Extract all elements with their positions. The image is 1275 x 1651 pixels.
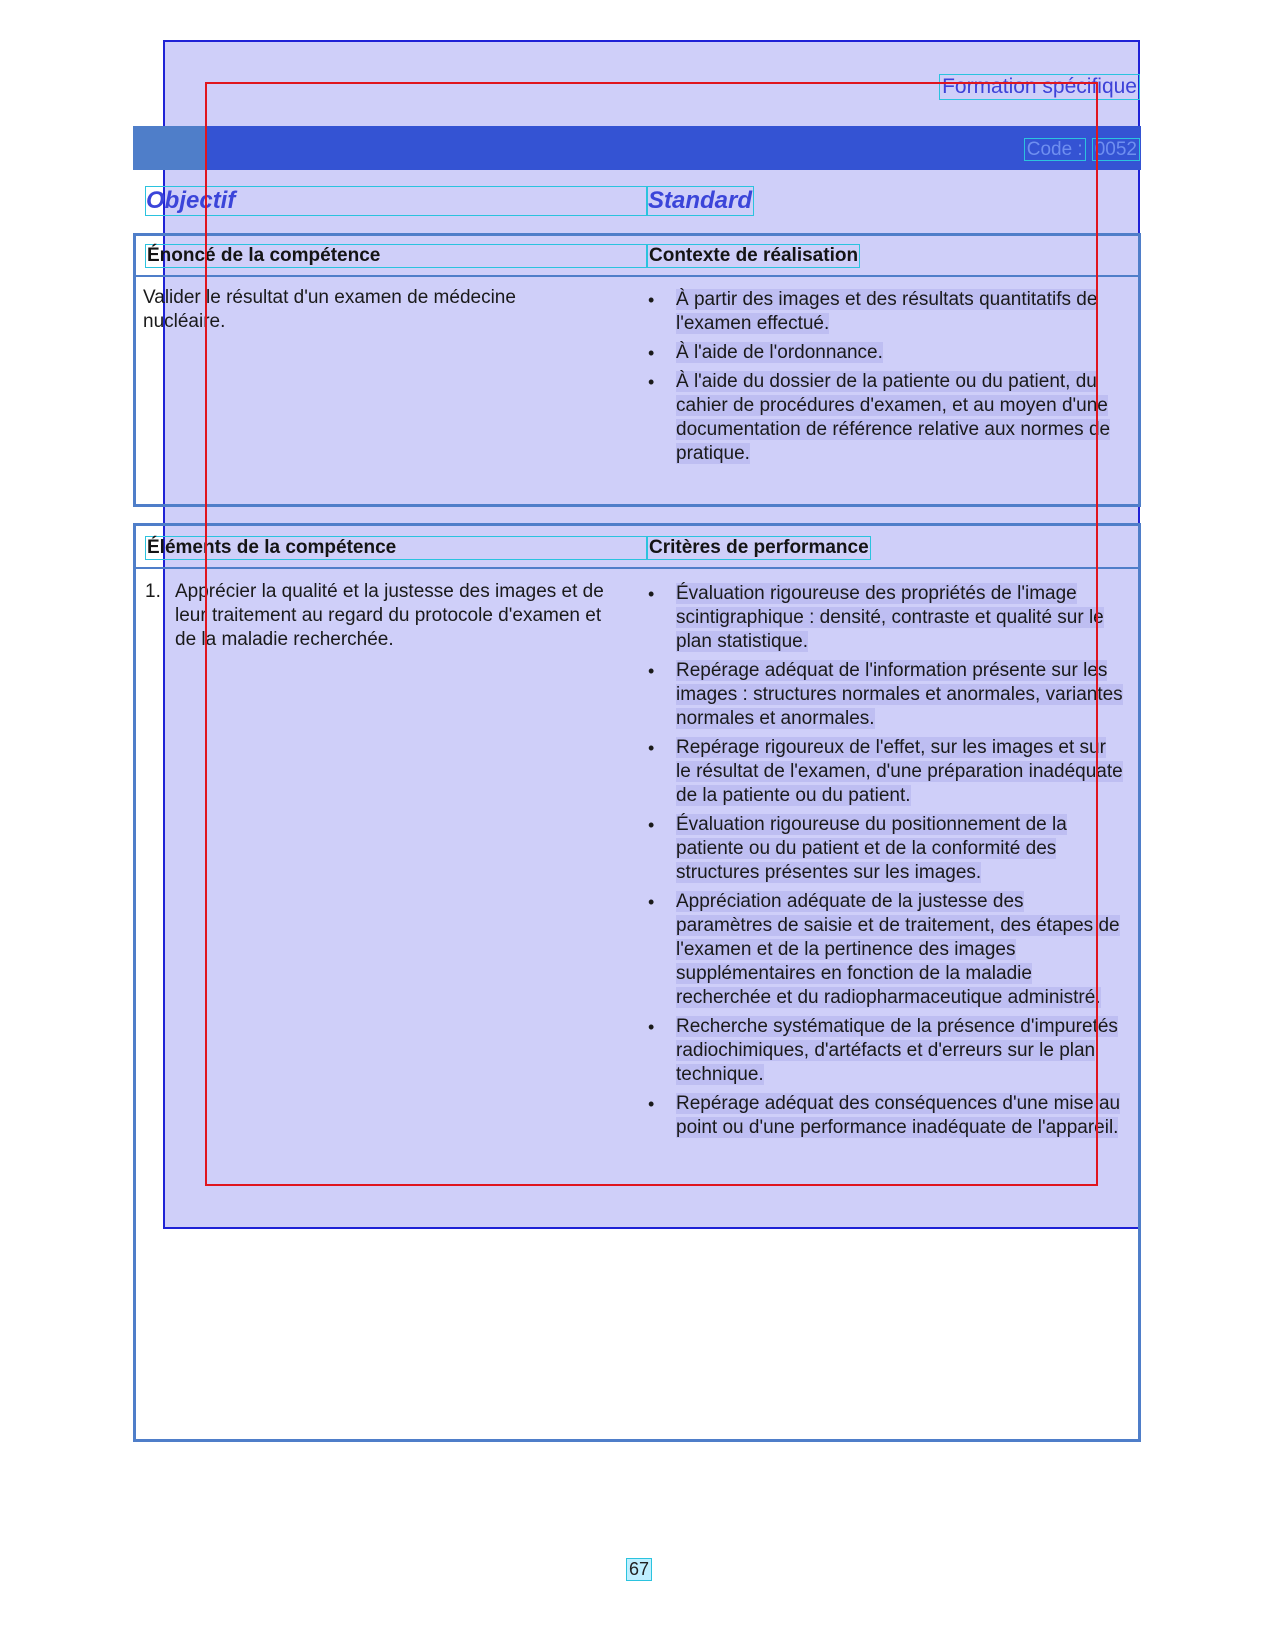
- code-label: Code :: [1024, 138, 1086, 161]
- criteria-item: • Appréciation adéquate de la justesse des paramètres de saisie et de traitement, des étapes de l'examen et de la pertinence des images supplémentaires en fonction de la maladie recherchée et du radiopharmaceutique administré.: [645, 890, 1123, 1010]
- context-title: Contexte de réalisation: [649, 245, 859, 266]
- banner-accent: [133, 126, 205, 170]
- objective-heading: Objectif: [145, 186, 647, 216]
- context-item: • À l'aide de l'ordonnance.: [645, 341, 1123, 365]
- context-item: • À l'aide du dossier de la patiente ou du patient, du cahier de procédures d'examen, et au moyen d'une documentation de référence relative aux normes de pratique.: [645, 370, 1123, 466]
- code-banner: [133, 126, 1141, 170]
- criteria-item: • Repérage adéquat de l'information présente sur les images : structures normales et anormales, variantes normales et anormales.: [645, 659, 1123, 731]
- elements-title: Éléments de la compétence: [145, 536, 647, 560]
- statement-title: Énoncé de la compétence: [145, 244, 647, 268]
- element-number: 1.: [145, 581, 161, 602]
- criteria-list-wrapper: [645, 582, 1123, 1145]
- criteria-item: • Repérage rigoureux de l'effet, sur les images et sur le résultat de l'examen, d'une préparation inadéquate de la patiente ou du patient.: [645, 736, 1123, 808]
- context-list-wrapper: [645, 288, 1123, 471]
- criteria-item: • Évaluation rigoureuse du positionnement de la patiente ou du patient et de la conformité des structures présentes sur les images.: [645, 813, 1123, 885]
- element-text: Apprécier la qualité et la justesse des images et de leur traitement au regard du protocole d'examen et de la maladie recherchée.: [175, 581, 604, 650]
- elements-header-rule: [133, 567, 1141, 569]
- page-number: 67: [626, 1558, 652, 1581]
- statement-text: Valider le résultat d'un examen de médecine nucléaire.: [143, 287, 516, 332]
- criteria-item: • Recherche systématique de la présence d'impuretés radiochimiques, d'artéfacts et d'erreurs sur le plan technique.: [645, 1015, 1123, 1087]
- criteria-list: [645, 582, 1123, 1140]
- criteria-item: • Repérage adéquat des conséquences d'une mise au point ou d'une performance inadéquate de l'appareil.: [645, 1092, 1123, 1140]
- standard-heading: Standard: [648, 187, 753, 214]
- code-value: 0052: [1092, 138, 1140, 161]
- criteria-item: • Évaluation rigoureuse des propriétés de l'image scintigraphique : densité, contraste et qualité sur le plan statistique.: [645, 582, 1123, 654]
- competence-header-rule: [133, 275, 1141, 277]
- code-label-group: [1018, 139, 1140, 161]
- criteria-title: Critères de performance: [649, 537, 869, 558]
- document-header-title: Formation spécifique: [939, 74, 1140, 100]
- context-item: • À partir des images et des résultats quantitatifs de l'examen effectué.: [645, 288, 1123, 336]
- context-list: [645, 288, 1123, 466]
